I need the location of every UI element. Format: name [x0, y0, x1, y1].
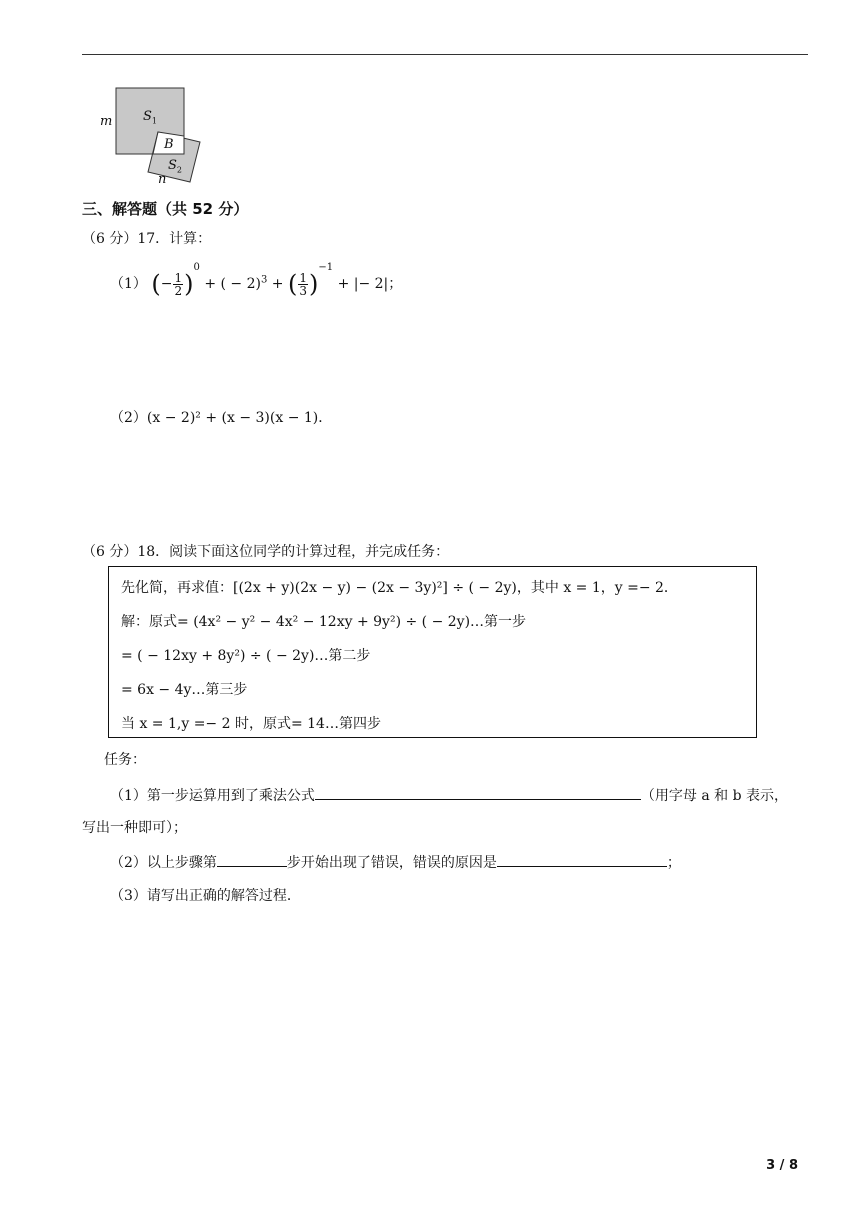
q18-header: （6 分）18．阅读下面这位同学的计算过程，并完成任务： [82, 544, 450, 560]
box-row-5: 当 x = 1,y =− 2 时，原式= 14…第四步 [121, 716, 381, 732]
box-row2-expr: (4x² − y² − 4x² − 12xy + 9y²) ÷ ( − 2y)…第一步 [193, 614, 527, 630]
task-3: （3）请写出正确的解答过程． [110, 888, 301, 904]
task-1-cont: 写出一种即可）； [82, 820, 187, 836]
q17-part2 [110, 407, 332, 427]
header-rule [82, 54, 808, 55]
q17-header: （6 分）17．计算： [82, 231, 212, 247]
task2-text-c: ； [666, 855, 681, 871]
box-row2-text: 解：原式= [121, 614, 194, 630]
q17-part1-label: （1） [110, 276, 147, 292]
q17-part1-tail: ； [388, 276, 403, 292]
task1-blank[interactable] [315, 785, 641, 800]
box-row-4: = 6x − 4y…第三步 [121, 682, 248, 698]
label-s2: $S_2$ [168, 158, 182, 175]
label-b: B [164, 137, 174, 152]
label-s1: $S_1$ [143, 109, 157, 126]
box-row-1 [121, 577, 678, 597]
q17-part2-tail: ． [318, 410, 333, 426]
task-2 [110, 852, 681, 872]
task-label: 任务： [104, 752, 146, 768]
q17-part2-label: （2） [110, 410, 147, 426]
student-work-box [108, 566, 757, 738]
box-row-2 [121, 611, 526, 631]
box-row1-expr: [(2x + y)(2x − y) − (2x − 3y)²] ÷ ( − 2y)，其中 x = 1，y =− 2． [233, 580, 678, 596]
q17-part2-expr: (x − 2)² + (x − 3)(x − 1) [146, 410, 319, 426]
section-title: 三、解答题（共 52 分） [82, 200, 249, 218]
label-n: n [158, 172, 167, 187]
task2-text-a: （2）以上步骤第 [110, 855, 217, 871]
task2-blank-step[interactable] [217, 852, 287, 867]
squares-diagram [96, 84, 216, 188]
task1-note: （用字母 a 和 b 表示， [640, 788, 789, 804]
page-number: 3 / 8 [766, 1158, 798, 1173]
squares-figure [96, 84, 216, 188]
task2-blank-reason[interactable] [497, 852, 667, 867]
task-1 [110, 785, 788, 805]
q17-part1 [110, 262, 402, 297]
box-row1-text: 先化简，再求值： [121, 580, 233, 596]
task1-text: （1）第一步运算用到了乘法公式 [110, 788, 315, 804]
label-m: m [100, 114, 113, 129]
task2-text-b: 步开始出现了错误，错误的原因是 [286, 855, 497, 871]
q17-part1-expr: (− $\frac{1}{2}$ )$^0$ + ( − 2)$^3$ + ( $\frac{1}{3}$ )$^{-1}$ + |− 2| [151, 262, 389, 298]
box-row-3: = ( − 12xy + 8y²) ÷ ( − 2y)…第二步 [121, 648, 371, 664]
